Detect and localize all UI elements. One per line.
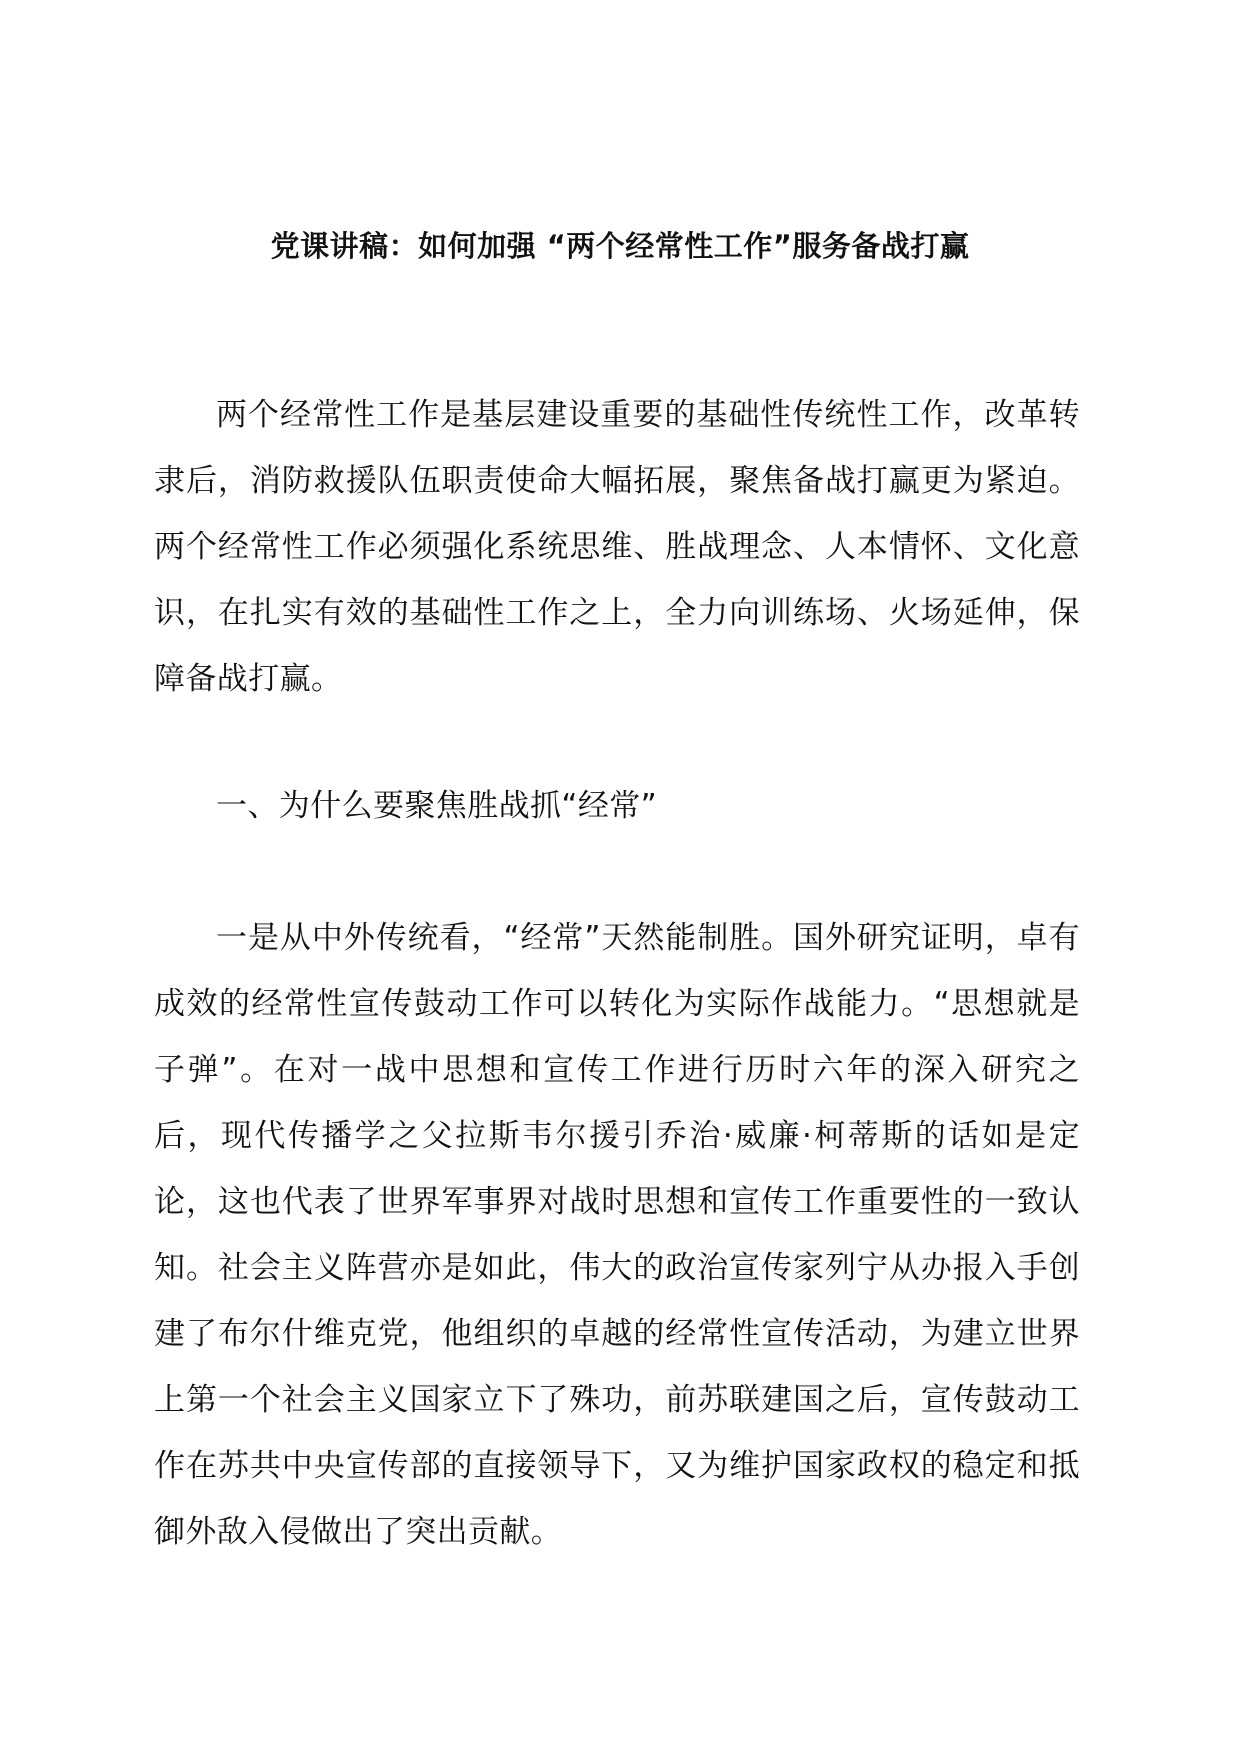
intro-paragraph: 两个经常性工作是基层建设重要的基础性传统性工作，改革转隶后，消防救援队伍职责使命大幅拓展，聚焦备战打赢更为紧迫。两个经常性工作必须强化系统思维、胜战理念、人本情怀、文化意识，在扎实有效的基础性工作之上，全力向训练场、火场延伸，保障备战打赢。 xyxy=(154,397,1080,697)
section-heading: 一、为什么要聚焦胜战抓“经常” xyxy=(216,788,658,824)
body-paragraph: 一是从中外传统看，“经常”天然能制胜。国外研究证明，卓有成效的经常性宣传鼓动工作可以转化为实际作战能力。“思想就是子弹”。在对一战中思想和宣传工作进行历时六年的深入研究之后，现代传播学之父拉斯韦尔援引乔治·威廉·柯蒂斯的话如是定论，这也代表了世界军事界对战时思想和宣传工作重要性的一致认知。社会主义阵营亦是如此，伟大的政治宣传家列宁从办报入手创建了布尔什维克党，他组织的卓越的经常性宣传活动，为建立世界上第一个社会主义国家立下了殊功，前苏联建国之后，宣传鼓动工作在苏共中央宣传部的直接领导下，又为维护国家政权的稳定和抵御外敌入侵做出了突出贡献。 xyxy=(154,920,1080,1550)
document-title: 党课讲稿：如何加强 “两个经常性工作”服务备战打赢 xyxy=(270,229,970,263)
